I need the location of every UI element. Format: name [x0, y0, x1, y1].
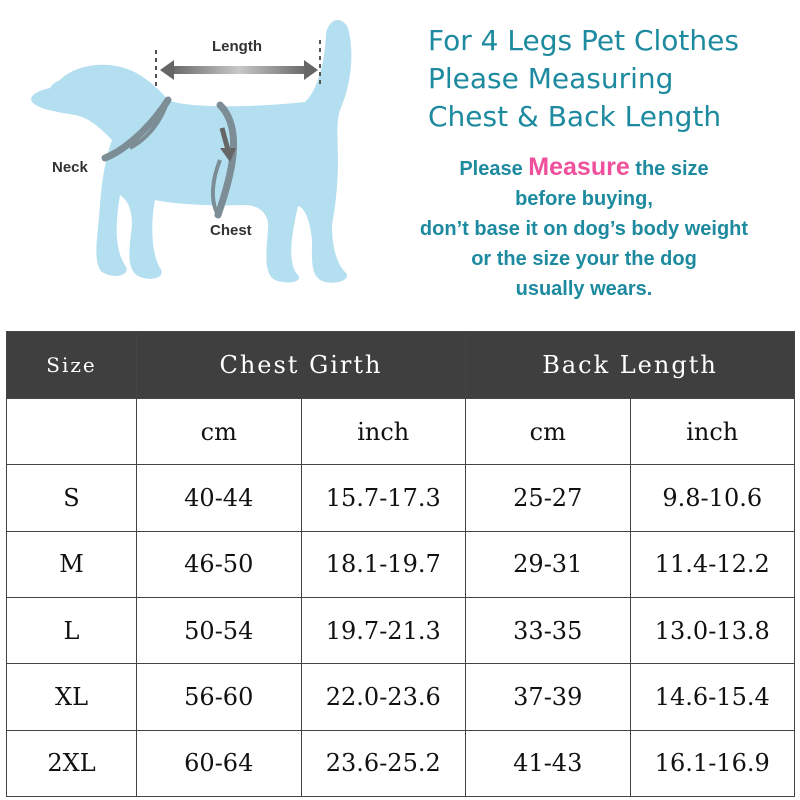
note-line-3: don’t base it on dog’s body weight [419, 218, 749, 240]
headline-line-3: Chest & Back Length [428, 100, 722, 133]
chest-inch-cell: 19.7-21.3 [301, 597, 466, 663]
measurement-guide [0, 0, 800, 330]
back-inch-cell: 9.8-10.6 [630, 465, 795, 531]
header-size: Size [7, 332, 137, 399]
back-cm-cell: 33-35 [466, 597, 631, 663]
note-line-1 [386, 152, 782, 184]
chest-cm-cell: 46-50 [137, 531, 302, 597]
size-chart-table [6, 331, 795, 797]
back-cm-cell: 29-31 [466, 531, 631, 597]
chest-inch-cell: 23.6-25.2 [301, 730, 466, 796]
chest-inch-cell: 18.1-19.7 [301, 531, 466, 597]
back-inch-cell: 11.4-12.2 [630, 531, 795, 597]
unit-back-inch: inch [630, 399, 795, 465]
back-cm-cell: 41-43 [466, 730, 631, 796]
note-text: the size [629, 158, 709, 180]
note-highlight: Measure [528, 153, 630, 181]
size-cell: S [7, 465, 137, 531]
table-header-row [7, 332, 795, 399]
size-cell: 2XL [7, 730, 137, 796]
neck-label: Neck [52, 159, 88, 176]
chest-cm-cell: 50-54 [137, 597, 302, 663]
headline [428, 22, 798, 136]
chest-label: Chest [210, 222, 252, 239]
size-cell: XL [7, 664, 137, 730]
back-inch-cell: 16.1-16.9 [630, 730, 795, 796]
note-line-5: usually wears. [515, 278, 653, 300]
chest-cm-cell: 60-64 [137, 730, 302, 796]
note-line-4: or the size your the dog [471, 248, 697, 270]
length-label: Length [212, 38, 262, 55]
units-row [7, 399, 795, 465]
headline-line-2: Please Measuring [428, 62, 674, 95]
unit-chest-cm: cm [137, 399, 302, 465]
unit-back-cm: cm [466, 399, 631, 465]
size-cell: L [7, 597, 137, 663]
dog-diagram [20, 10, 380, 310]
units-empty [7, 399, 137, 465]
size-cell: M [7, 531, 137, 597]
table-row [7, 597, 795, 663]
table-row [7, 531, 795, 597]
table-row [7, 730, 795, 796]
table-row [7, 664, 795, 730]
back-cm-cell: 37-39 [466, 664, 631, 730]
chest-inch-cell: 22.0-23.6 [301, 664, 466, 730]
measure-note [386, 152, 782, 304]
chest-cm-cell: 40-44 [137, 465, 302, 531]
header-chest-girth: Chest Girth [137, 332, 466, 399]
headline-line-1: For 4 Legs Pet Clothes [428, 24, 739, 57]
chest-cm-cell: 56-60 [137, 664, 302, 730]
back-cm-cell: 25-27 [466, 465, 631, 531]
header-back-length: Back Length [466, 332, 795, 399]
table-row [7, 465, 795, 531]
note-text: Please [459, 158, 529, 180]
chest-inch-cell: 15.7-17.3 [301, 465, 466, 531]
back-inch-cell: 14.6-15.4 [630, 664, 795, 730]
back-inch-cell: 13.0-13.8 [630, 597, 795, 663]
note-line-2: before buying, [515, 188, 653, 210]
unit-chest-inch: inch [301, 399, 466, 465]
